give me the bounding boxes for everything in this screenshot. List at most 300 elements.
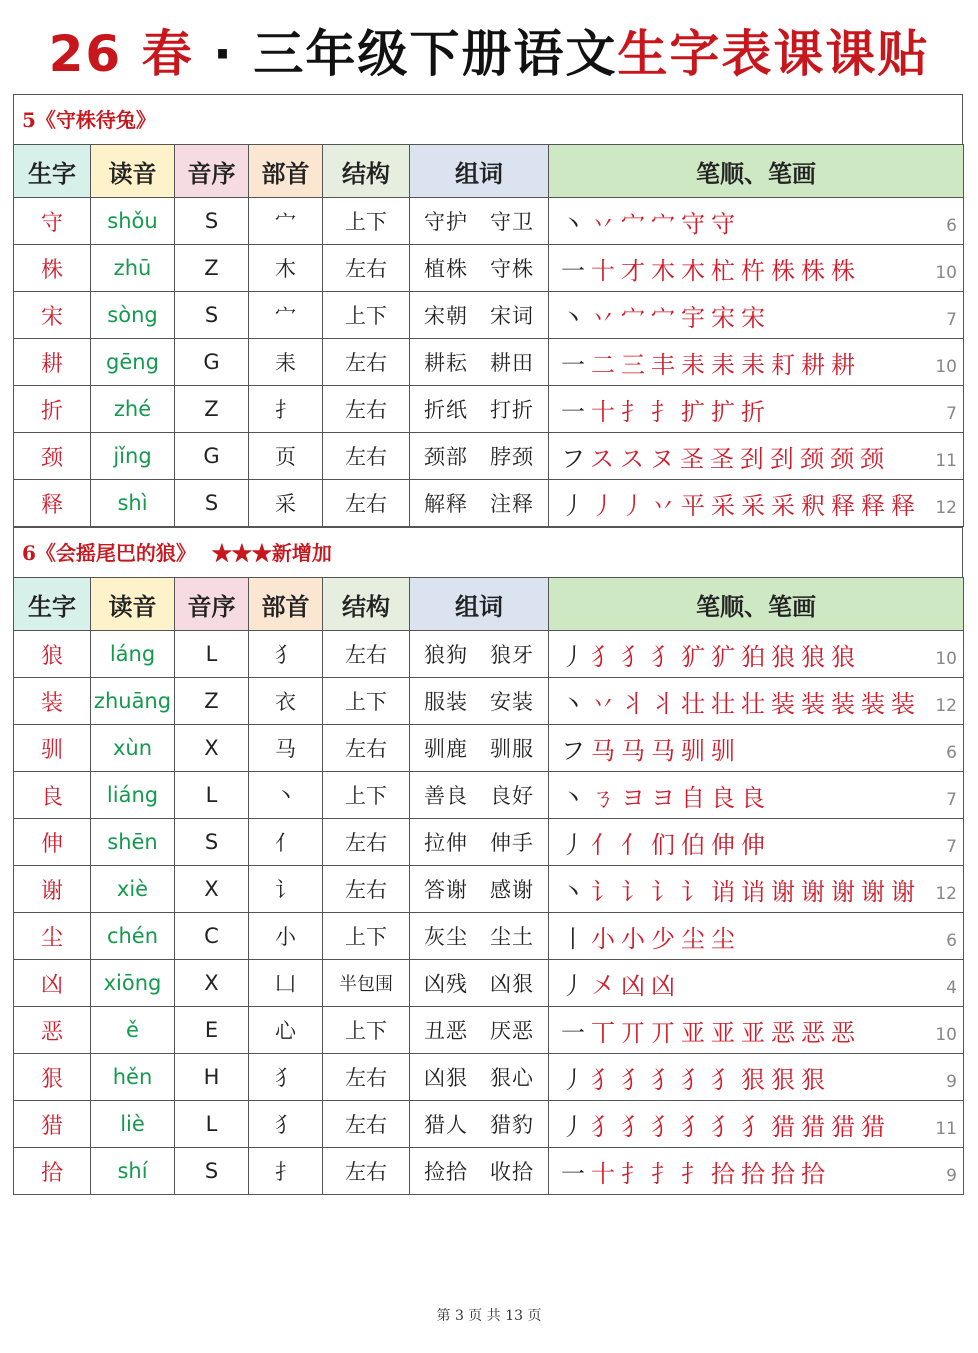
cell-pinyin: zhé	[91, 386, 175, 433]
stroke-step: 丰	[651, 350, 681, 379]
page-footer: 第 3 页 共 13 页	[436, 1308, 542, 1324]
stroke-step: 犭	[711, 1065, 741, 1094]
cell-pinyin: xiè	[91, 866, 175, 913]
stroke-step: 释	[831, 491, 861, 520]
stroke-step: ヌ	[650, 444, 681, 473]
cell-radical: 犭	[249, 631, 323, 678]
cell-radical: 衣	[249, 678, 323, 725]
cell-words	[410, 913, 549, 960]
stroke-step: 谢	[891, 877, 921, 906]
stroke-sequence	[561, 972, 681, 1000]
stroke-step: 丿	[561, 642, 591, 671]
stroke-step: 宀	[621, 303, 651, 332]
cell-strokes	[549, 292, 964, 339]
cell-structure: 左右	[323, 1148, 410, 1195]
cell-char: 良	[14, 772, 91, 819]
cell-structure: 左右	[323, 631, 410, 678]
stroke-step: 亚	[741, 1018, 771, 1047]
cell-phonetic-order: S	[175, 1148, 249, 1195]
stroke-step: 犭	[651, 1065, 681, 1094]
cell-words	[410, 1007, 549, 1054]
stroke-step: 株	[801, 256, 831, 285]
word-2: 厌恶	[490, 1019, 534, 1043]
cell-char: 谢	[14, 866, 91, 913]
stroke-count: 10	[935, 1025, 957, 1045]
stroke-step: 犭	[681, 1065, 711, 1094]
stroke-step: 丷	[651, 491, 681, 520]
cell-words	[410, 292, 549, 339]
cell-pinyin: liè	[91, 1101, 175, 1148]
stroke-step: ㄋ	[591, 783, 621, 812]
stroke-count: 7	[946, 790, 957, 810]
cell-phonetic-order: S	[175, 292, 249, 339]
cell-pinyin: liáng	[91, 772, 175, 819]
stroke-step: 一	[561, 256, 591, 285]
stroke-count: 7	[946, 310, 957, 330]
stroke-step: 颈	[860, 444, 891, 473]
cell-structure: 左右	[323, 1054, 410, 1101]
lesson-title	[13, 94, 963, 144]
cell-radical: 采	[249, 480, 323, 527]
stroke-step: 小	[591, 924, 621, 953]
cell-structure: 上下	[323, 292, 410, 339]
word-2: 感谢	[490, 878, 534, 902]
word-2: 脖颈	[490, 445, 534, 469]
cell-phonetic-order: X	[175, 725, 249, 772]
word-1: 颈部	[424, 445, 468, 469]
cell-strokes	[549, 1054, 964, 1101]
word-2: 打折	[490, 398, 534, 422]
cell-phonetic-order: G	[175, 433, 249, 480]
stroke-step: 一	[561, 397, 591, 426]
cell-phonetic-order: Z	[175, 678, 249, 725]
stroke-step: 马	[651, 736, 681, 765]
word-2: 守株	[490, 257, 534, 281]
page-title-year: 26 春	[48, 25, 213, 83]
word-1: 服装	[424, 690, 468, 714]
word-2: 凶狠	[490, 972, 534, 996]
stroke-step: 犭	[591, 642, 621, 671]
lesson-title-text: 6《会摇尾巴的狼》	[22, 541, 196, 565]
word-2: 安装	[490, 690, 534, 714]
stroke-sequence	[561, 257, 861, 285]
stroke-step: フ	[561, 736, 591, 765]
stroke-step: 丶	[561, 877, 591, 906]
cell-char: 拾	[14, 1148, 91, 1195]
stroke-step: 才	[621, 256, 651, 285]
stroke-step: 谢	[771, 877, 801, 906]
cell-phonetic-order: S	[175, 480, 249, 527]
cell-pinyin: shēn	[91, 819, 175, 866]
stroke-sequence	[561, 831, 771, 859]
table-header-row	[14, 145, 964, 198]
stroke-step: 释	[861, 491, 891, 520]
stroke-step: 采	[771, 491, 801, 520]
cell-char: 耕	[14, 339, 91, 386]
stroke-step: 耕	[801, 350, 831, 379]
stroke-step: 犭	[711, 1112, 741, 1141]
stroke-step: 犭	[651, 642, 681, 671]
cell-strokes	[549, 1007, 964, 1054]
stroke-step: 扩	[711, 397, 741, 426]
stroke-step: 宋	[711, 303, 741, 332]
stroke-step: 采	[711, 491, 741, 520]
stroke-step: 诮	[711, 877, 741, 906]
cell-radical: 木	[249, 245, 323, 292]
stroke-step: 刭	[770, 444, 801, 473]
cell-pinyin: hěn	[91, 1054, 175, 1101]
stroke-step: 拾	[801, 1159, 831, 1188]
cell-phonetic-order: Z	[175, 386, 249, 433]
character-sheet	[13, 94, 963, 1195]
cell-phonetic-order: S	[175, 198, 249, 245]
word-1: 凶残	[424, 972, 468, 996]
cell-radical: 犭	[249, 1054, 323, 1101]
cell-pinyin: sòng	[91, 292, 175, 339]
cell-radical: 小	[249, 913, 323, 960]
cell-structure: 上下	[323, 913, 410, 960]
cell-structure: 左右	[323, 866, 410, 913]
cell-structure: 左右	[323, 480, 410, 527]
stroke-step: 丨	[561, 924, 591, 953]
cell-char: 驯	[14, 725, 91, 772]
cell-radical: 宀	[249, 198, 323, 245]
stroke-step: 凶	[651, 971, 681, 1000]
word-1: 解释	[424, 492, 468, 516]
stroke-step: 犭	[621, 642, 651, 671]
cell-phonetic-order: G	[175, 339, 249, 386]
stroke-step: 们	[651, 830, 681, 859]
stroke-step: 杧	[711, 256, 741, 285]
stroke-step: 伯	[681, 830, 711, 859]
cell-strokes	[549, 819, 964, 866]
stroke-sequence	[561, 878, 921, 906]
cell-words	[410, 1054, 549, 1101]
cell-words	[410, 772, 549, 819]
stroke-step: 扌	[621, 397, 651, 426]
stroke-step: 扌	[651, 1159, 681, 1188]
col-header-strokes: 笔顺、笔画	[549, 578, 964, 631]
word-1: 拉伸	[424, 831, 468, 855]
stroke-step: 十	[591, 1159, 621, 1188]
stroke-step: 拾	[771, 1159, 801, 1188]
cell-words	[410, 866, 549, 913]
word-2: 猎豹	[490, 1113, 534, 1137]
stroke-step: ヨ	[621, 783, 651, 812]
character-table	[13, 144, 964, 527]
stroke-step: 丿	[561, 830, 591, 859]
stroke-step: 犷	[681, 642, 711, 671]
stroke-step: 丶	[561, 209, 591, 238]
cell-structure: 上下	[323, 772, 410, 819]
stroke-count: 9	[946, 1072, 957, 1092]
col-header-words: 组词	[410, 145, 549, 198]
stroke-count: 7	[946, 837, 957, 857]
cell-strokes	[549, 245, 964, 292]
stroke-step: 尘	[711, 924, 741, 953]
cell-pinyin: shǒu	[91, 198, 175, 245]
word-1: 植株	[424, 257, 468, 281]
cell-pinyin: chén	[91, 913, 175, 960]
stroke-step: 耒	[741, 350, 771, 379]
stroke-step: 猎	[771, 1112, 801, 1141]
stroke-step: 狛	[741, 642, 771, 671]
cell-char: 株	[14, 245, 91, 292]
cell-phonetic-order: E	[175, 1007, 249, 1054]
stroke-step: 耒	[711, 350, 741, 379]
col-header-pinyin: 读音	[91, 145, 175, 198]
cell-radical: 页	[249, 433, 323, 480]
table-row	[14, 913, 964, 960]
cell-pinyin: zhū	[91, 245, 175, 292]
stroke-step: 犭	[681, 1112, 711, 1141]
cell-char: 守	[14, 198, 91, 245]
col-header-strokes: 笔顺、笔画	[549, 145, 964, 198]
stroke-step: 丿	[561, 971, 591, 1000]
stroke-step: 犷	[711, 642, 741, 671]
cell-structure: 左右	[323, 386, 410, 433]
cell-pinyin: zhuāng	[91, 678, 175, 725]
cell-words	[410, 1148, 549, 1195]
page-title	[0, 22, 978, 86]
word-1: 丑恶	[424, 1019, 468, 1043]
word-1: 答谢	[424, 878, 468, 902]
cell-words	[410, 480, 549, 527]
page-title-part2: 生字表课课贴	[617, 25, 930, 83]
cell-phonetic-order: X	[175, 960, 249, 1007]
stroke-step: 圣	[710, 444, 741, 473]
word-1: 凶狠	[424, 1066, 468, 1090]
cell-char: 释	[14, 480, 91, 527]
cell-pinyin: láng	[91, 631, 175, 678]
table-row	[14, 678, 964, 725]
cell-strokes	[549, 631, 964, 678]
stroke-step: フ	[561, 444, 591, 473]
stroke-step: 伸	[741, 830, 771, 859]
cell-words	[410, 1101, 549, 1148]
col-header-char: 生字	[14, 145, 91, 198]
stroke-step: 扌	[621, 1159, 651, 1188]
cell-phonetic-order: C	[175, 913, 249, 960]
stroke-step: 犭	[651, 1112, 681, 1141]
stroke-step: 丶	[561, 689, 591, 718]
word-2: 狠心	[490, 1066, 534, 1090]
stroke-step: 宋	[741, 303, 771, 332]
cell-char: 装	[14, 678, 91, 725]
stroke-step: 犭	[591, 1065, 621, 1094]
cell-strokes	[549, 339, 964, 386]
stroke-step: 壮	[681, 689, 711, 718]
cell-radical: 凵	[249, 960, 323, 1007]
cell-strokes	[549, 678, 964, 725]
table-row	[14, 198, 964, 245]
word-1: 驯鹿	[424, 737, 468, 761]
word-1: 善良	[424, 784, 468, 808]
stroke-step: 讠	[591, 877, 621, 906]
stroke-sequence	[561, 1019, 861, 1047]
cell-radical: 心	[249, 1007, 323, 1054]
stroke-step: 丅	[591, 1018, 621, 1047]
cell-words	[410, 725, 549, 772]
stroke-step: 扌	[651, 397, 681, 426]
col-header-radical: 部首	[249, 578, 323, 631]
table-row	[14, 772, 964, 819]
cell-strokes	[549, 866, 964, 913]
word-2: 宋词	[490, 304, 534, 328]
cell-words	[410, 960, 549, 1007]
cell-radical: 亻	[249, 819, 323, 866]
word-2: 收拾	[490, 1160, 534, 1184]
stroke-step: 恶	[771, 1018, 801, 1047]
stroke-step: 扌	[681, 1159, 711, 1188]
stroke-step: 狠	[741, 1065, 771, 1094]
table-row	[14, 480, 964, 527]
stroke-step: 装	[861, 689, 891, 718]
cell-strokes	[549, 198, 964, 245]
stroke-step: 狠	[771, 1065, 801, 1094]
cell-strokes	[549, 913, 964, 960]
stroke-step: 马	[591, 736, 621, 765]
cell-phonetic-order: L	[175, 1101, 249, 1148]
table-row	[14, 292, 964, 339]
cell-structure: 上下	[323, 1007, 410, 1054]
stroke-step: 装	[891, 689, 921, 718]
cell-radical: 扌	[249, 1148, 323, 1195]
cell-strokes	[549, 386, 964, 433]
stroke-step: 小	[621, 924, 651, 953]
cell-strokes	[549, 433, 964, 480]
stroke-step: 亚	[681, 1018, 711, 1047]
stroke-step: 颈	[830, 444, 861, 473]
word-1: 折纸	[424, 398, 468, 422]
stroke-step: 狠	[801, 1065, 831, 1094]
cell-phonetic-order: X	[175, 866, 249, 913]
stroke-step: 宇	[681, 303, 711, 332]
cell-words	[410, 339, 549, 386]
cell-char: 伸	[14, 819, 91, 866]
cell-pinyin: shí	[91, 1148, 175, 1195]
cell-pinyin: gēng	[91, 339, 175, 386]
stroke-sequence	[561, 690, 921, 718]
stroke-count: 6	[946, 216, 957, 236]
stroke-step: 恶	[831, 1018, 861, 1047]
cell-radical: 犭	[249, 1101, 323, 1148]
cell-pinyin: xùn	[91, 725, 175, 772]
cell-structure: 左右	[323, 433, 410, 480]
stroke-step: 诮	[741, 877, 771, 906]
stroke-step: 恶	[801, 1018, 831, 1047]
table-row	[14, 433, 964, 480]
stroke-step: 犭	[621, 1065, 651, 1094]
stroke-step: 丌	[651, 1018, 681, 1047]
stroke-step: 宀	[621, 209, 651, 238]
stroke-step: 驯	[711, 736, 741, 765]
stroke-step: 丬	[651, 689, 681, 718]
stroke-step: 株	[771, 256, 801, 285]
stroke-step: 犭	[591, 1112, 621, 1141]
stroke-sequence	[561, 1113, 891, 1141]
stroke-step: 谢	[831, 877, 861, 906]
stroke-step: 良	[741, 783, 771, 812]
stroke-step: ス	[590, 444, 621, 473]
stroke-step: 釈	[801, 491, 831, 520]
stroke-sequence	[561, 1160, 831, 1188]
word-1: 守护	[424, 210, 468, 234]
stroke-step: 壮	[711, 689, 741, 718]
table-row	[14, 1101, 964, 1148]
word-2: 驯服	[490, 737, 534, 761]
stroke-count: 12	[935, 498, 957, 518]
stroke-step: ヨ	[651, 783, 681, 812]
table-row	[14, 339, 964, 386]
stroke-step: 十	[591, 397, 621, 426]
stroke-count: 12	[935, 696, 957, 716]
table-row	[14, 386, 964, 433]
word-1: 猎人	[424, 1113, 468, 1137]
stroke-step: 伸	[711, 830, 741, 859]
stroke-step: 一	[561, 1018, 591, 1047]
stroke-sequence	[561, 492, 921, 520]
stroke-step: 丿	[591, 491, 621, 520]
cell-strokes	[549, 772, 964, 819]
cell-words	[410, 678, 549, 725]
cell-radical: 扌	[249, 386, 323, 433]
lesson-note: ★★★新增加	[211, 541, 332, 565]
stroke-step: 丿	[561, 1065, 591, 1094]
stroke-step: 壮	[741, 689, 771, 718]
cell-radical: 耒	[249, 339, 323, 386]
stroke-sequence	[561, 737, 741, 765]
word-2: 狼牙	[490, 643, 534, 667]
word-1: 狼狗	[424, 643, 468, 667]
stroke-step: 丿	[621, 491, 651, 520]
cell-char: 尘	[14, 913, 91, 960]
col-header-radical: 部首	[249, 145, 323, 198]
cell-char: 狠	[14, 1054, 91, 1101]
stroke-step: 狼	[831, 642, 861, 671]
col-header-pinyin: 读音	[91, 578, 175, 631]
stroke-step: 亻	[621, 830, 651, 859]
stroke-step: 丷	[591, 303, 621, 332]
stroke-step: 丌	[621, 1018, 651, 1047]
stroke-step: 犭	[621, 1112, 651, 1141]
stroke-count: 12	[935, 884, 957, 904]
cell-structure: 左右	[323, 245, 410, 292]
stroke-step: 颈	[800, 444, 831, 473]
cell-char: 折	[14, 386, 91, 433]
stroke-step: 杵	[741, 256, 771, 285]
page-title-grade: · 三年级下册语文	[213, 25, 618, 83]
stroke-count: 10	[935, 649, 957, 669]
stroke-step: 耓	[771, 350, 801, 379]
stroke-step: 耒	[681, 350, 711, 379]
cell-pinyin: xiōng	[91, 960, 175, 1007]
cell-structure: 左右	[323, 339, 410, 386]
stroke-sequence	[561, 925, 741, 953]
cell-strokes	[549, 1148, 964, 1195]
stroke-sequence	[561, 643, 861, 671]
cell-char: 狼	[14, 631, 91, 678]
stroke-step: 二	[591, 350, 621, 379]
stroke-step: 耕	[831, 350, 861, 379]
cell-pinyin: shì	[91, 480, 175, 527]
cell-radical: 马	[249, 725, 323, 772]
stroke-count: 4	[946, 978, 957, 998]
stroke-step: 宀	[651, 303, 681, 332]
stroke-count: 10	[935, 263, 957, 283]
cell-phonetic-order: H	[175, 1054, 249, 1101]
stroke-step: 刭	[740, 444, 771, 473]
